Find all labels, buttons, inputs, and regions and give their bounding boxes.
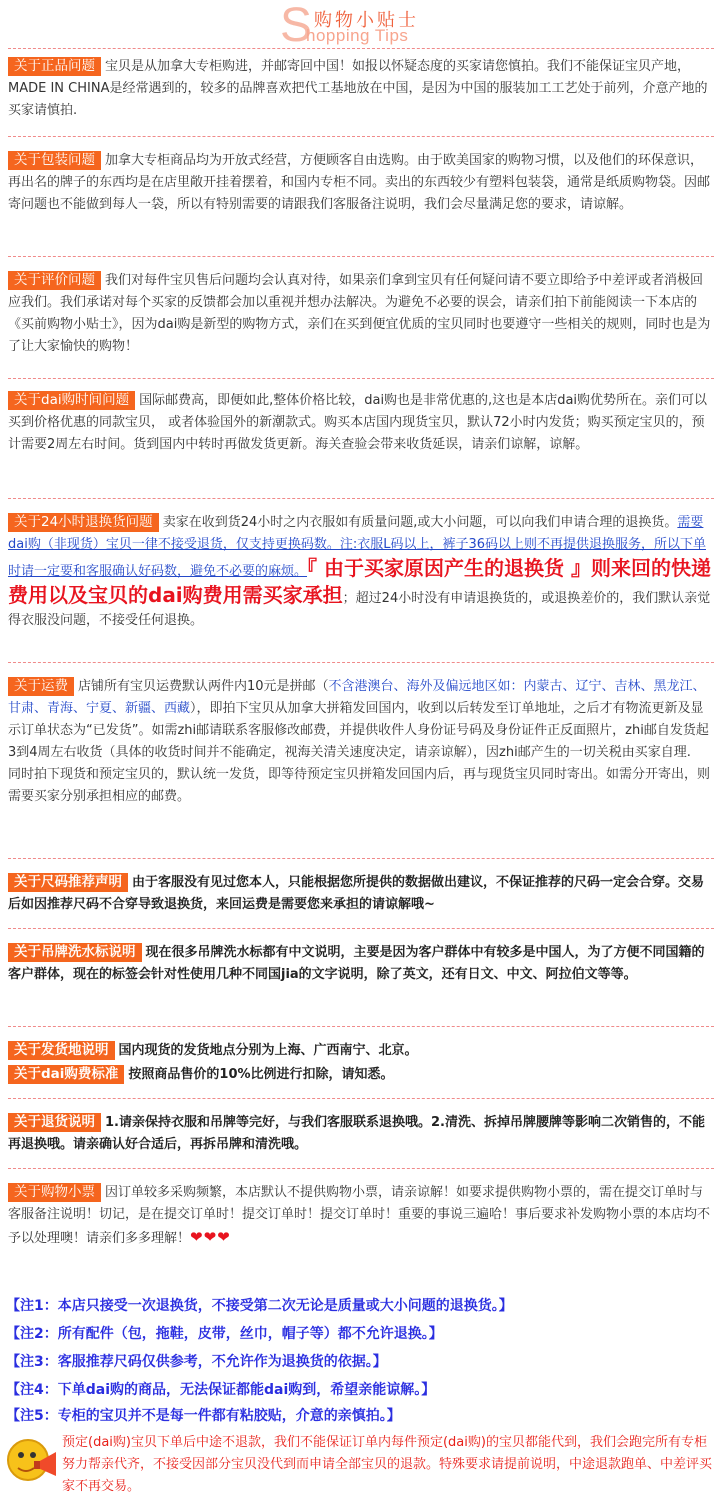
section-text: 加拿大专柜商品均为开放式经营，方便顾客自由选购。由于欧美国家的购物习惯，以及他们的环保意识，再出名的牌子的东西均是在店里敞开挂着摆着，和国内专柜不同。卖出的东西较少有塑料包装袋，通常是纸质购物袋。因邮寄问题也不能做到每人一袋，所以有特别需要的请跟我们客服备注说明，我们会尽量满足您的要求，请谅解。	[8, 153, 711, 212]
section-text: 现在很多吊牌洗水标都有中文说明，主要是因为客户群体中有较多是中国人，为了方便不同国籍的客户群体，现在的标签会针对性使用几种不同国jia的文字说明，除了英文，还有日文、中文、阿拉伯文等等。	[8, 945, 705, 982]
section-tag: 关于包装问题	[8, 151, 101, 170]
section-dai-time	[8, 390, 714, 456]
section-size-recommend	[8, 872, 714, 916]
section-shipping	[8, 676, 714, 808]
section-return-rules	[8, 1112, 714, 1156]
section-text: 国际邮费高，即便如此,整体价格比较，dai购也是非常优惠的,这也是本店dai购优势所在。亲们可以买到价格优惠的同款宝贝， 或者体验国外的新潮款式。购买本店国内现货宝贝，默认72小时内发货；购买预定宝贝的，预计需要2周左右时间。货到国内中转时再做发货更新。海关查验会带来收货延误，请亲们谅解，谅解。	[8, 393, 708, 452]
header	[0, 0, 720, 50]
divider	[8, 378, 714, 379]
note-1: 【注1：本店只接受一次退换货，不接受第二次无论是质量或大小问题的退换货。】	[6, 1298, 513, 1314]
section-text: 按照商品售价的10%比例进行扣除，请知悉。	[128, 1067, 394, 1082]
return-cost-warning: 『 由于买家原因产生的退换货 』则来回的快递费用以及宝贝的dai购费用需买家承担	[8, 556, 711, 607]
divider	[8, 256, 714, 257]
divider	[8, 858, 714, 859]
section-tag: 关于购物小票	[8, 1183, 101, 1202]
note-4: 【注4：下单dai购的商品，无法保证都能dai购到，希望亲能谅解。】	[6, 1382, 436, 1398]
heart-icon: ❤❤❤	[190, 1228, 231, 1246]
section-ship-origin	[8, 1040, 714, 1062]
section-tag: 关于吊牌洗水标说明	[8, 943, 142, 962]
section-label-info	[8, 942, 714, 986]
divider	[8, 48, 714, 49]
page-subtitle: hopping Tips	[306, 26, 409, 45]
megaphone-mascot-icon	[4, 1430, 60, 1486]
section-tag: 关于评价问题	[8, 271, 101, 290]
section-tag: 关于24小时退换货问题	[8, 513, 159, 532]
divider	[8, 1026, 714, 1027]
section-tag: 关于dai购时间问题	[8, 391, 135, 410]
section-24h-return	[8, 512, 714, 632]
page-title: 购物小贴士	[314, 10, 419, 31]
section-text: 国内现货的发货地点分别为上海、广西南宁、北京。	[118, 1043, 418, 1058]
logo-letter: S	[280, 0, 313, 52]
divider	[8, 1168, 714, 1169]
excluded-regions: 不含港澳台、海外及偏远地区如：内蒙古、辽宁、吉林、黑龙江、甘肃、青海、宁夏、新疆、西藏	[8, 679, 706, 716]
section-text: ；超过24小时没有申请退换货的，或退换差价的，我们默认亲觉得衣服没问题，不接受任何退换。	[8, 591, 711, 628]
section-receipt	[8, 1182, 714, 1250]
note-3: 【注3：客服推荐尺码仅供参考，不允许作为退换货的依据。】	[6, 1354, 387, 1370]
section-tag: 关于发货地说明	[8, 1041, 115, 1060]
section-tag: 关于运费	[8, 677, 74, 696]
divider	[8, 928, 714, 929]
note-2: 【注2：所有配件（包，拖鞋，皮带，丝巾，帽子等）都不允许退换。】	[6, 1326, 443, 1342]
section-text: 由于客服没有见过您本人，只能根据您所提供的数据做出建议，不保证推荐的尺码一定会合穿。交易后如因推荐尺码不合穿导致退换货，来回运费是需要您来承担的请谅解哦~	[8, 875, 705, 912]
section-dai-fee	[8, 1064, 714, 1086]
section-text: 宝贝是从加拿大专柜购进，并邮寄回中国！如报以怀疑态度的买家请您慎拍。我们不能保证宝贝产地，MADE IN CHINA是经常遇到的，较多的品牌喜欢把代工基地放在中国，是因为中国的服装加工工艺处于前列，介意产地的买家请慎拍.	[8, 59, 708, 118]
section-text: 因订单较多采购频繁，本店默认不提供购物小票，请亲谅解！如要求提供购物小票的，需在提交订单时与客服备注说明！切记，是在提交订单时！提交订单时！提交订单时！重要的事说三遍哈！事后要求补发购物小票的本店均不予以处理噢！请亲们多多理解！	[8, 1185, 711, 1246]
section-text: 卖家在收到货24小时之内衣服如有质量问题,或大小问题，可以向我们申请合理的退换货。	[162, 515, 678, 530]
return-policy-highlight: 需要dai购（非现货）宝贝一律不接受退货，仅支持更换码数。注:衣服L码以上，裤子36码以上则不再提供退换服务，所以下单时请一定要和客服确认好码数，避免不必要的麻烦。	[8, 515, 706, 579]
section-tag: 关于退货说明	[8, 1113, 101, 1132]
section-text: 我们对每件宝贝售后问题均会认真对待，如果亲们拿到宝贝有任何疑问请不要立即给予中差评或者消极回应我们。我们承诺对每个买家的反馈都会加以重视并想办法解决。为避免不必要的误会，请亲们拍下前能阅读一下本店的《买前购物小贴士》，因为dai购是新型的购物方式，亲们在买到便宜优质的宝贝同时也要遵守一些相关的规则，同时也是为了让大家愉快的购物！	[8, 273, 711, 354]
note-5: 【注5：专柜的宝贝并不是每一件都有粘胶贴，介意的亲慎拍。】	[6, 1408, 401, 1424]
section-text: 1.请亲保持衣服和吊牌等完好，与我们客服联系退换哦。2.清洗、拆掉吊牌腰牌等影响二次销售的，不能再退换哦。请亲确认好合适后，再拆吊牌和清洗哦。	[8, 1115, 705, 1152]
section-tag: 关于正品问题	[8, 57, 101, 76]
section-text: 店铺所有宝贝运费默认两件内10元是拼邮（	[78, 679, 329, 694]
divider	[8, 662, 714, 663]
divider	[8, 498, 714, 499]
section-text: 同时拍下现货和预定宝贝的，默认统一发货，即等待预定宝贝拼箱发回国内后，再与现货宝贝同时寄出。如需分开寄出，则需要买家分别承担相应的邮费。	[8, 767, 711, 804]
section-tag: 关于dai购费标准	[8, 1065, 124, 1084]
section-text: ），即拍下宝贝从加拿大拼箱发回国内，收到以后转发至订单地址，之后才有物流更新及显示订单状态为“已发货”。如需zhi邮请联系客服修改邮费，并提供收件人身份证号码及身份证件正反面照片，zhi邮自发货起3到4周左右收货（具体的收货时间并不能确定，视海关清关速度决定，请亲谅解），因zhi邮产生的一切关税由买家自理.	[8, 701, 709, 760]
section-review	[8, 270, 714, 358]
divider	[8, 1098, 714, 1099]
divider	[8, 136, 714, 137]
section-packaging	[8, 150, 714, 216]
section-tag: 关于尺码推荐声明	[8, 873, 128, 892]
final-notice: 预定(dai购)宝贝下单后中途不退款，我们不能保证订单内每件预定(dai购)的宝贝都能代到，我们会跑完所有专柜努力帮亲代齐，不接受因部分宝贝没代到而申请全部宝贝的退款。特殊要求请提前说明，中途退款跑单、中差评买家不再交易。	[62, 1435, 713, 1494]
section-authenticity	[8, 56, 714, 122]
